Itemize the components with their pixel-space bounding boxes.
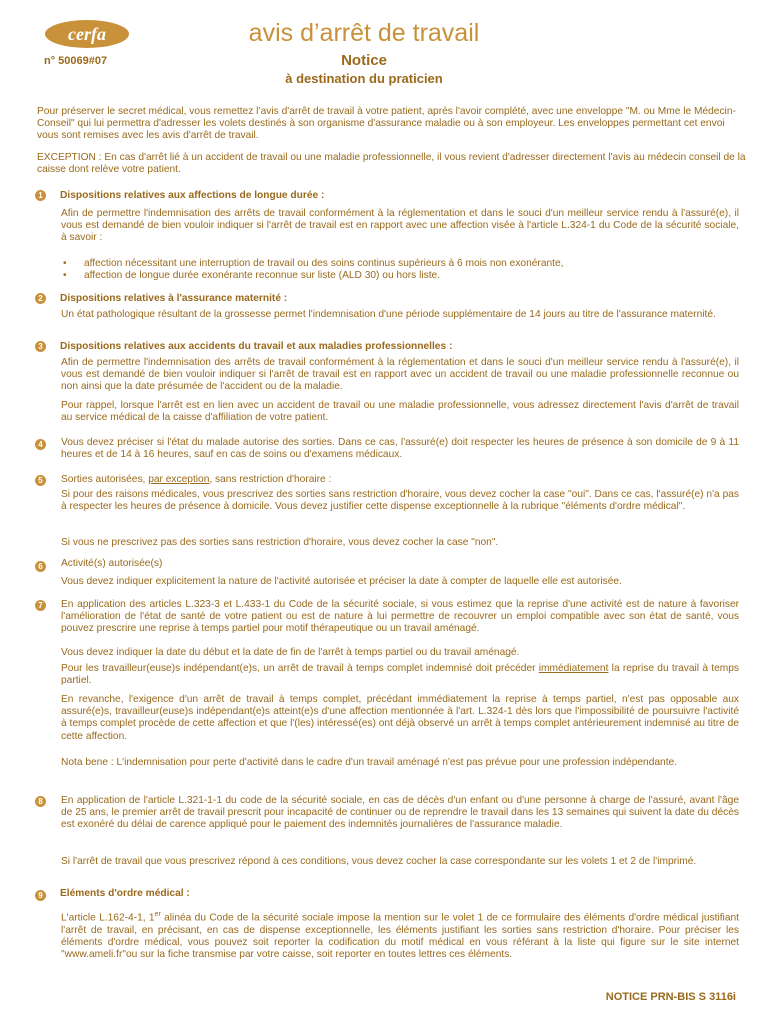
section-7-nota-bene: Nota bene : L'indemnisation pour perte d'activité dans le cadre d'un travail aménagé n'est pas prévue pour une profession indépendante. xyxy=(61,757,678,768)
bullet-icon: • xyxy=(63,258,67,269)
section-number-5: 5 xyxy=(35,475,46,486)
section-1-bullet-2: affection de longue durée exonérante reconnue sur liste (ALD 30) ou hors liste. xyxy=(84,270,441,281)
section-number-7: 7 xyxy=(35,600,46,611)
section-3-text: Afin de permettre l'indemnisation des arrêts de travail conformément à la réglementation et dans le souci d'un meilleur service rendu à l'assuré(e), il vous est demandé de bien vouloir indiquer si l'arrêt de travail est en rapport avec un accident de travail ou une maladie professionnelle reconnue ou non ainsi que la date présumée de l'accident ou de la maladie. xyxy=(61,357,739,393)
section-8-text-2: Si l'arrêt de travail que vous prescrivez répond à ces conditions, vous devez cocher la case correspondante sur les volets 1 et 2 de l'imprimé. xyxy=(61,856,697,867)
section-number-2: 2 xyxy=(35,293,46,304)
cerfa-number: n° 50069#07 xyxy=(44,55,108,67)
section-7-text-4: En revanche, l'exigence d'un arrêt de travail à temps complet, précédant immédiatement la reprise à temps partiel, n'est pas opposable aux assuré(e)s, travailleur(euse)s indépendant(e)s atteint(e)s d'une affection mentionnée à l'art. L.324-1 dès lors que l'impossibilité de poursuivre l'activité à temps complet procède de cette affection et que l'(les) intéressé(es) ont déjà observé un arrêt à temps complet antérieurement indemnisé au titre de cette affection. xyxy=(61,694,739,742)
section-number-4: 4 xyxy=(35,439,46,450)
section-6-heading: Activité(s) autorisée(s) xyxy=(61,558,163,569)
section-6-text: Vous devez indiquer explicitement la nature de l'activité autorisée et préciser la date à compter de laquelle elle est autorisée. xyxy=(61,576,622,587)
section-4-text: Vous devez préciser si l'état du malade autorise des sorties. Dans ce cas, l'assuré(e) doit respecter les heures de présence à son domicile de 9 à 11 heures et de 14 à 16 heures, sauf en cas de soins ou d'examens médicaux. xyxy=(61,437,739,461)
section-5-text-2: Si vous ne prescrivez pas des sorties sans restriction d'horaire, vous devez cocher la case "non". xyxy=(61,537,499,548)
section-1-bullet-1: affection nécessitant une interruption de travail ou des soins continus supérieurs à 6 mois non exonérante, xyxy=(84,258,564,269)
section-5-heading: Sorties autorisées, par exception, sans restriction d'horaire : xyxy=(61,474,332,485)
section-number-9: 9 xyxy=(35,890,46,901)
section-5-text: Si pour des raisons médicales, vous prescrivez des sorties sans restriction d'horaire, vous devez cocher la case "oui". Dans ce cas, l'assuré(e) n'a pas à respecter les heures de présence à domicile. Vous devez justifier cette dispense exceptionnelle à la rubrique "éléments d'ordre médical". xyxy=(61,489,739,513)
section-2-text: Un état pathologique résultant de la grossesse permet l'indemnisation d'une période supplémentaire de 14 jours au titre de l'assurance maternité. xyxy=(61,309,716,320)
section-7-text-3: Pour les travailleur(euse)s indépendant(e)s, un arrêt de travail à temps complet indemnisé doit précéder immédiatement la reprise du travail à temps partiel. xyxy=(61,663,739,687)
section-number-8: 8 xyxy=(35,796,46,807)
page-title: avis d’arrêt de travail xyxy=(248,19,480,47)
page-subtitle: Notice xyxy=(341,52,387,69)
section-number-1: 1 xyxy=(35,190,46,201)
page-subtitle-2: à destination du praticien xyxy=(285,71,443,86)
notice-reference: NOTICE PRN-BIS S 3116i xyxy=(605,991,736,1003)
section-1-heading: Dispositions relatives aux affections de longue durée : xyxy=(60,190,325,201)
section-8-text: En application de l'article L.321-1-1 du code de la sécurité sociale, en cas de décès d'un enfant ou d'une personne à charge de l'assuré, avant l'âge de 25 ans, le premier arrêt de travail prescrit pour incapacité de continuer ou de reprendre le travail dans les 13 semaines qui suivent la date du décès est exonéré du délai de carence appliqué pour le paiement des indemnités journalières de l'assurance maladie. xyxy=(61,795,739,831)
section-1-text: Afin de permettre l'indemnisation des arrêts de travail conformément à la réglementation et dans le souci d'un meilleur service rendu à l'assuré(e), il vous est demandé de bien vouloir indiquer si l'arrêt de travail est en rapport avec une affection visée à l'article L.324-1 du Code de la sécurité sociale, à savoir : xyxy=(61,208,739,244)
section-7-text-2: Vous devez indiquer la date du début et la date de fin de l'arrêt à temps partiel ou du travail aménagé. xyxy=(61,647,520,658)
section-number-3: 3 xyxy=(35,341,46,352)
intro-paragraph: Pour préserver le secret médical, vous remettez l’avis d'arrêt de travail à votre patient, après l'avoir complété, avec une enveloppe "M. ou Mme le Médecin-Conseil" qui lui permettra d'adresser les volets destinés à son organisme d'assurance maladie ou à son employeur. Les enveloppes permettant cet envoi vous sont remises avec les avis d'arrêt de travail. xyxy=(37,106,736,142)
exception-paragraph: EXCEPTION : En cas d'arrêt lié à un accident de travail ou une maladie professionnelle, il vous revient d'adresser directement l'avis au médecin conseil de la caisse dont relève votre patient. xyxy=(37,152,746,176)
bullet-icon: • xyxy=(63,270,67,281)
section-9-text: L'article L.162-4-1, 1er alinéa du Code de la sécurité sociale impose la mention sur le volet 1 de ce formulaire des éléments d'ordre médical justifiant l'arrêt de travail, en précisant, en cas de dispense exceptionnelle, les éléments justifiant les sorties sans restriction d'horaire. Pour préciser les éléments d'ordre médical, vous pouvez soit reporter la codification du motif médical en vous référant à la liste qui figure sur le site internet "www.ameli.fr"ou sur la fiche transmise par votre caisse, soit reporter en toutes lettres ces éléments. xyxy=(61,911,739,960)
section-9-heading: Eléments d'ordre médical : xyxy=(60,888,190,899)
section-3-text-2: Pour rappel, lorsque l'arrêt est en lien avec un accident de travail ou une maladie professionnelle, vous adressez directement l'avis d'arrêt de travail au service médical de la caisse d'affiliation de votre patient. xyxy=(61,400,739,424)
section-7-text: En application des articles L.323-3 et L.433-1 du Code de la sécurité sociale, si vous estimez que la reprise d'une activité est de nature à favoriser l'amélioration de l'état de santé de votre patient ou est de nature à lui permettre de recouvrer un emploi compatible avec son état de santé, vous pouvez prescrire une reprise à temps partiel pour motif thérapeutique ou un travail aménagé. xyxy=(61,599,739,635)
section-3-heading: Dispositions relatives aux accidents du travail et aux maladies professionnelles : xyxy=(60,341,453,352)
section-2-heading: Dispositions relatives à l'assurance maternité : xyxy=(60,293,288,304)
logo-text: cerfa xyxy=(68,24,106,44)
section-number-6: 6 xyxy=(35,561,46,572)
